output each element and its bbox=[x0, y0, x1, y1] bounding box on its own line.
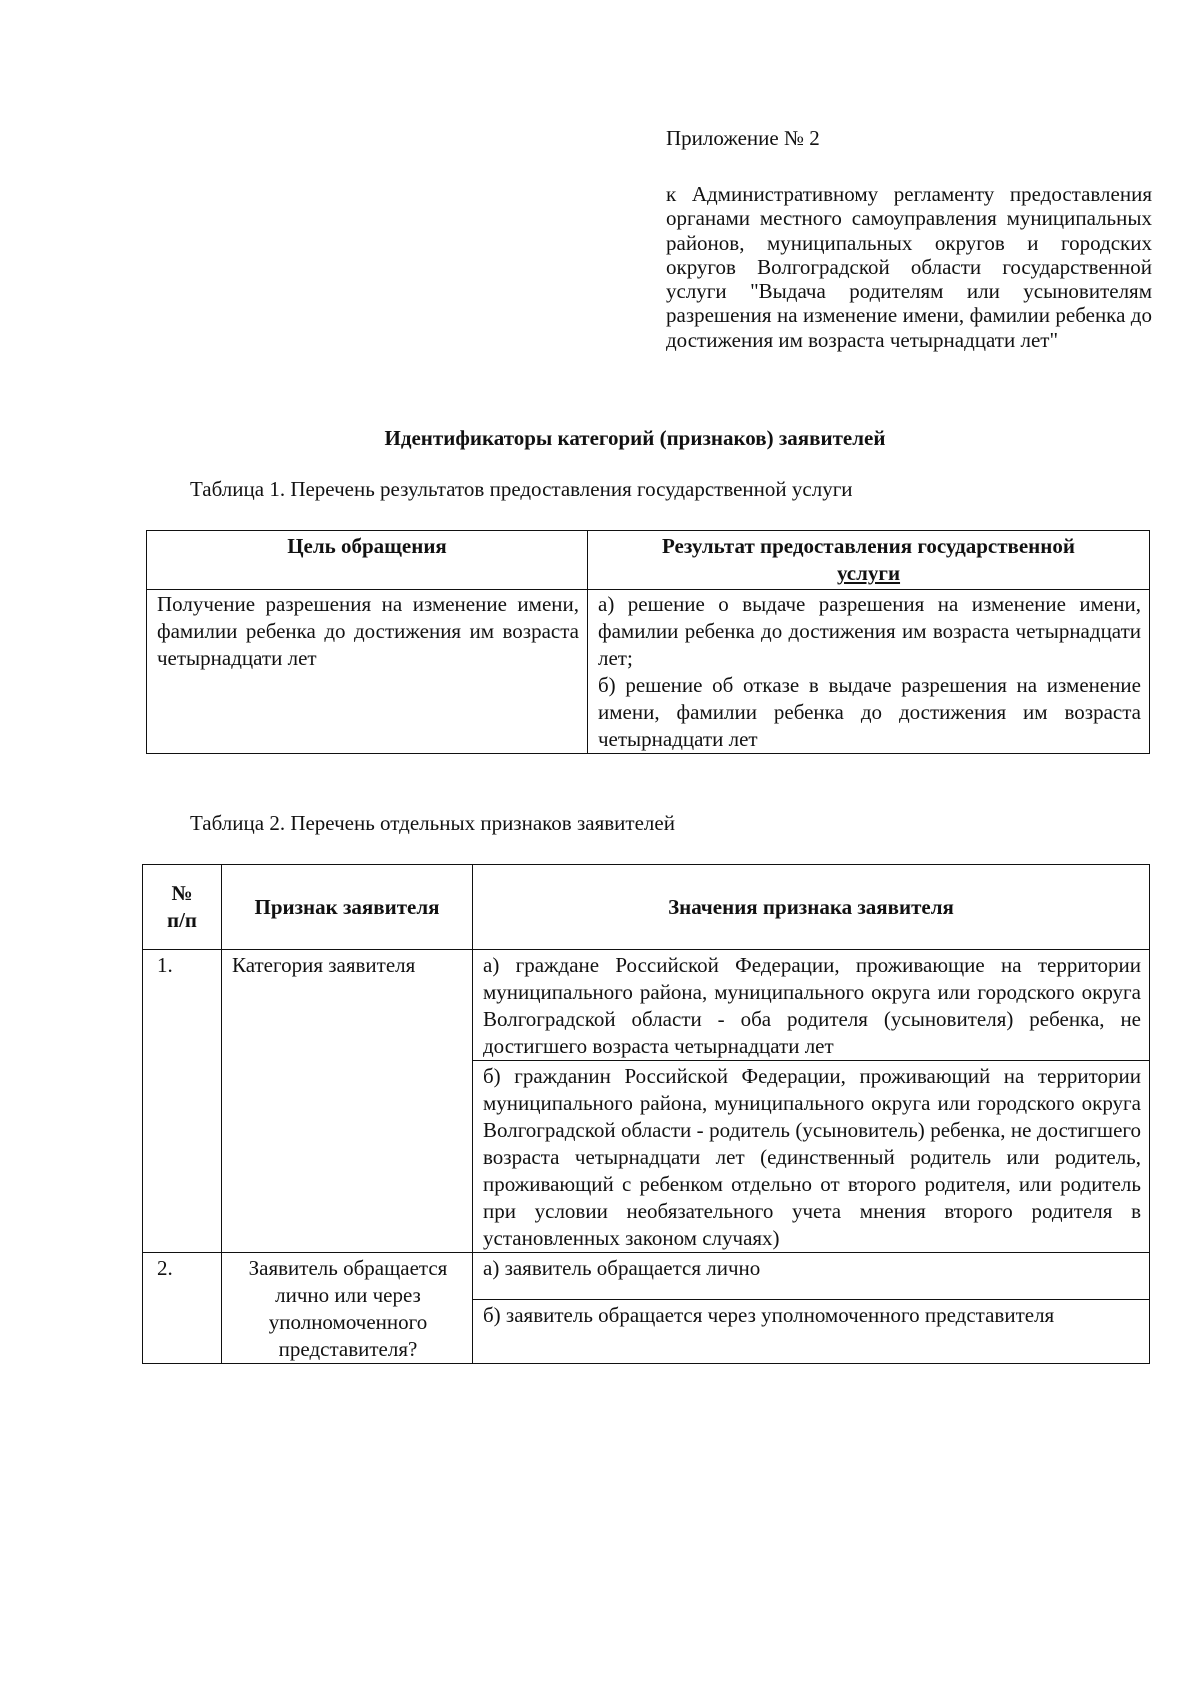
cell-number: 2. bbox=[143, 1253, 222, 1364]
header-goal: Цель обращения bbox=[147, 531, 588, 590]
results-table bbox=[146, 530, 1150, 754]
header-number-line1: № bbox=[171, 881, 193, 905]
table-row bbox=[147, 590, 1150, 754]
cell-sign: Категория заявителя bbox=[222, 950, 473, 1253]
table-header-row bbox=[143, 865, 1150, 950]
header-number-line2: п/п bbox=[166, 908, 198, 932]
result-b: б) решение об отказе в выдаче разрешения на изменение имени, фамилии ребенка до достижения им возраста четырнадцати лет bbox=[598, 673, 1141, 751]
cell-number: 1. bbox=[143, 950, 222, 1253]
header-result-line1: Результат предоставления государственной bbox=[662, 534, 1075, 558]
applicant-signs-table bbox=[142, 864, 1150, 1364]
annex-title: Приложение № 2 bbox=[666, 126, 820, 150]
header-sign: Признак заявителя bbox=[222, 865, 473, 950]
table-row bbox=[143, 1253, 1150, 1300]
table-1-caption: Таблица 1. Перечень результатов предоставления государственной услуги bbox=[190, 477, 853, 501]
header-number bbox=[143, 865, 222, 950]
cell-value: б) заявитель обращается через уполномоченного представителя bbox=[473, 1300, 1150, 1364]
cell-result bbox=[588, 590, 1150, 754]
table-row bbox=[143, 950, 1150, 1061]
table-2-caption: Таблица 2. Перечень отдельных признаков заявителей bbox=[190, 811, 675, 835]
header-values: Значения признака заявителя bbox=[473, 865, 1150, 950]
cell-value: а) граждане Российской Федерации, проживающие на территории муниципального района, муниципального округа или городского округа Волгоградской области - оба родителя (усыновителя) ребенка, не достигшего возраста четырнадцати лет bbox=[473, 950, 1150, 1061]
header-result bbox=[588, 531, 1150, 590]
annex-text: к Административному регламенту предоставления органами местного самоуправления муниципальных районов, муниципальных округов и городских округов Волгоградской области государственной услуги "Выдача родителям или усыновителям разрешения на изменение имени, фамилии ребенка до достижения им возраста четырнадцати лет" bbox=[666, 182, 1152, 352]
header-result-line2: услуги bbox=[836, 561, 901, 585]
cell-value: а) заявитель обращается лично bbox=[473, 1253, 1150, 1300]
cell-value: б) гражданин Российской Федерации, проживающий на территории муниципального района, муниципального округа или городского округа Волгоградской области - родитель (усыновитель) ребенка, не достигшего возраста четырнадцати лет (единственный родитель или родитель, проживающий с ребенком отдельно от второго родителя, или родитель при условии необязательного учета мнения второго родителя в установленных законом случаях) bbox=[473, 1061, 1150, 1253]
result-a: а) решение о выдаче разрешения на изменение имени, фамилии ребенка до достижения им возраста четырнадцати лет; bbox=[598, 592, 1141, 670]
table-header-row bbox=[147, 531, 1150, 590]
document-heading: Идентификаторы категорий (признаков) заявителей bbox=[384, 426, 886, 450]
cell-goal: Получение разрешения на изменение имени, фамилии ребенка до достижения им возраста четырнадцати лет bbox=[147, 590, 588, 754]
cell-sign: Заявитель обращается лично или через уполномоченного представителя? bbox=[222, 1253, 473, 1364]
